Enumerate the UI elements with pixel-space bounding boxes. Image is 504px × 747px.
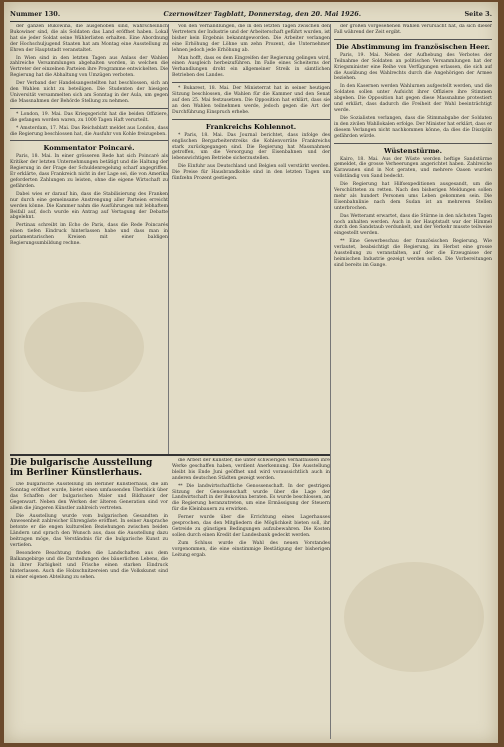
article-headline: Die bulgarische Ausstellung im Berliner Künstlerhaus. (10, 458, 153, 478)
section-rule (334, 143, 492, 144)
lower-column-2 (172, 458, 330, 738)
news-note: * Bukarest, 18. Mai. Der Ministerrat hat in seiner heutigen Sitzung beschlossen, die Wahlen für die Kammer und den Senat auf den 25. Mai festzusetzen. Die Opposition hat erklärt, dass sie an den Wahlen teilnehmen werde, jedoch gegen die Art der Durchführung Einspruch erhebe. (172, 86, 330, 115)
column-divider (168, 24, 169, 454)
lower-section (10, 458, 330, 738)
article-paragraph: die Arbeit der Künstler, die unter schwierigen Verhältnissen ihre Werke geschaffen haben, verdient Anerkennung. Die Ausstellung bleibt bis Ende Juni geöffnet und wird voraussichtlich auch in anderen deutschen Städten gezeigt werden. (172, 458, 330, 481)
article-paragraph: der ganzen Bukowina, die ausgehoben sind, wahrscheinlich Bukowiner sind, die als Soldaten das Land eröffnet haben. Lokal hat sie jeder Soldat seine Wählerlisten erhalten. Eine Abordnung der Hochschuljugend Staaten hat am Montag eine Ausstellung zu Ehren der Hauptstadt veranstaltet. (10, 24, 168, 53)
lower-column-1 (10, 482, 168, 738)
column-2 (172, 24, 330, 434)
section-heading: Wüstenstürme. (384, 146, 442, 155)
article-paragraph: Die Einfuhr aus Deutschland und Belgien soll verstärkt werden. Die Preise für Hausbrandkohle sind in den letzten Tagen um fünfzehn Prozent gestiegen. (172, 164, 330, 182)
article-paragraph: Pertinax schreibt im Echo de Paris, dass die Rede Poincarés einen tiefen Eindruck hinterlassen habe und dass man in parlamentarischen Kreisen mit einer baldigen Regierungsumbildung rechne. (10, 223, 168, 247)
article-paragraph: Die Regierung hat Hilfsexpeditionen ausgesandt, um die Verschütteten zu retten. Nach den bisherigen Meldungen sollen mehr als hundert Personen ums Leben gekommen sein. Die Eisenbahnlinie nach dem Sudan ist an mehreren Stellen unterbrochen. (334, 182, 492, 211)
section-rule (10, 108, 168, 109)
article-paragraph: Das Wetteramt erwartet, dass die Stürme in den nächsten Tagen noch anhalten werden. Auch in der Hauptstadt war der Himmel durch den Sandstaub verdunkelt, und der Verkehr musste teilweise eingestellt werden. (334, 213, 492, 237)
masthead (10, 8, 492, 20)
news-note: * Amsterdam, 17. Mai. Das Reichsblatt meldet aus London, dass die Regierung beschlossen hat, die Ausfuhr von Kohle freizugeben. (10, 125, 168, 137)
section-heading: Kommentator Poincaré. (43, 144, 135, 153)
news-note: * London, 19. Mai. Das Kriegsgericht hat die beiden Offiziere, die gefangen worden waren, zu 1000 Tagen Haft verurteilt. (10, 111, 168, 123)
paper-title-date: Czernowitzer Tagblatt, Donnerstag, den 20. Mai 1926. (163, 10, 362, 18)
article-paragraph: Die Ausstellung wurde vom bulgarischen Gesandten in Anwesenheit zahlreicher Ehrengäste eröffnet. In seiner Ansprache betonte er die engen kulturellen Beziehungen zwischen beiden Ländern und sprach den Wunsch aus, dass die Ausstellung dazu beitragen möge, das Verständnis für die bulgarische Kunst zu vertiefen. (10, 513, 168, 549)
article-paragraph: Dabei wies er darauf hin, dass die Stabilisierung des Franken nur durch eine gemeinsame Anstrengung aller Parteien erreicht werden könne. Die Kammer nahm die Ausführungen mit lebhaftem Beifall auf, doch wurde ein Antrag auf Vertagung der Debatte abgelehnt. (10, 191, 168, 221)
article-paragraph: ** Eine Gewerbeschau der französischen Regierung. Wie verlautet, beabsichtigt die Regierung, im Herbst eine grosse Ausstellung zu veranstalten, auf der die Erzeugnisse der heimischen Industrie gezeigt werden sollen. Die Vorbereitungen sind bereits im Gange. (334, 239, 492, 268)
section-rule (334, 39, 492, 40)
article-paragraph: ** Die landwirtschaftliche Genossenschaft. In der gestrigen Sitzung der Genossenschaft wurde über die Lage der Landwirtschaft in der Bukowina beraten. Es wurde beschlossen, an die Regierung heranzutreten, um eine Ermässigung der Steuern für die Kleinbauern zu erwirken. (172, 483, 330, 513)
article-paragraph: der großen vorgesehenen Wahlen verursacht hat, da sich dieser Fall während der Zeit ergibt. (334, 24, 492, 35)
masthead-rule (10, 21, 492, 22)
article-paragraph: Paris, 18. Mai. In einer grösseren Rede hat sich Poincaré als Kritiker der letzten Unternehmungen betätigt und die Haltung der Regierung in der Frage der Schuldenregelung scharf angegriffen. Er erklärte, dass Frankreich nicht in der Lage sei, die von Amerika geforderten Zahlungen zu leisten, ohne die eigene Wirtschaft zu gefährden. (10, 154, 168, 189)
page-number: Seite 3. (464, 10, 492, 18)
article-paragraph: Ferner wurde über die Errichtung eines Lagerhauses gesprochen, das den Mitgliedern die Möglichkeit bieten soll, ihr Getreide zu günstigen Bedingungen aufzubewahren. Die Kosten sollen durch einen Kredit der Landesbank gedeckt werden. (172, 515, 330, 538)
section-divider (10, 454, 330, 456)
article-paragraph: Man hofft, dass es dem Eingreifen der Regierung gelingen wird, einen Ausgleich herbeizuführen. Im Falle eines Scheiterns der Verhandlungen droht ein allgemeiner Streik in sämtlichen Betrieben des Landes. (172, 55, 330, 79)
section-heading: Frankreichs Kohlennot. (205, 122, 297, 131)
section-rule (10, 140, 168, 141)
article-paragraph: Der Verband der Handelsangestellten hat beschlossen, sich an den Wahlen nicht zu beteiligen. Die Studenten der hiesigen Universität versammelten sich am Sonntag in der Aula, um gegen die Massnahmen der Behörde Stellung zu nehmen. (10, 81, 168, 104)
article-paragraph: Zum Schluss wurde die Wahl des neuen Vorstandes vorgenommen, die eine einstimmige Bestätigung der bisherigen Leitung ergab. (172, 540, 330, 558)
article-paragraph: Kairo, 18. Mai. Aus der Wüste werden heftige Sandstürme gemeldet, die grosse Verheerungen angerichtet haben. Zahlreiche Karawanen sind in Not geraten, und mehrere Oasen wurden vollständig von Sand bedeckt. (334, 156, 492, 180)
section-rule (172, 119, 330, 120)
column-3 (334, 24, 492, 739)
section-heading: Die Abstimmung im französischen Heer. (336, 42, 490, 51)
column-divider (330, 24, 331, 739)
issue-number: Nummer 130. (10, 10, 61, 18)
article-paragraph: Paris, 19. Mai. Neben der Aufhebung des Verbotes der Teilnahme der Soldaten an politischen Versammlungen hat der Kriegsminister eine Reihe von Verfügungen erlassen, die sich auf die Ausübung des Wahlrechts durch die Angehörigen der Armee beziehen. (334, 52, 492, 82)
article-paragraph: In den Kasernen werden Wahlurnen aufgestellt werden, und die Soldaten sollen unter Aufsicht ihrer Offiziere ihre Stimmen abgeben. Die Opposition hat gegen diese Massnahme protestiert und erklärt, dass dadurch die Freiheit der Wahl beeinträchtigt werde. (334, 84, 492, 113)
column-1 (10, 24, 168, 454)
article-paragraph: Besondere Beachtung finden die Landschaften aus dem Balkangebirge und die Darstellungen des bäuerlichen Lebens, die in ihrer Farbigkeit und Frische einen starken Eindruck hinterlassen. Auch die Holzschnitzereien und die Volkskunst sind in einer eigenen Abteilung zu sehen. (10, 550, 168, 580)
newspaper-page (4, 2, 498, 743)
article-paragraph: * Paris, 18. Mai. Das Journal berichtet, dass infolge des englischen Bergarbeiterstreiks die Kohlenvorräte Frankreichs stark zurückgegangen sind. Die Regierung hat Massnahmen getroffen, um die Versorgung der Eisenbahnen und der lebenswichtigen Betriebe sicherzustellen. (172, 132, 330, 162)
article-paragraph: Von den Verhandlungen, die in den letzten Tagen zwischen den Vertretern der Industrie und der Arbeiterschaft geführt wurden, ist bisher kein Ergebnis bekanntgeworden. Die Arbeiter verlangen eine Erhöhung der Löhne um zehn Prozent, die Unternehmer lehnen jedoch jede Erhöhung ab. (172, 24, 330, 53)
section-rule (172, 82, 330, 83)
article-paragraph: Die bulgarische Ausstellung im Berliner Künstlerhaus, die am Sonntag eröffnet wurde, bietet einen umfassenden Überblick über das Schaffen der bulgarischen Maler und Bildhauer der Gegenwart. Neben den Werken der älteren Generation sind vor allem die jüngeren Künstler zahlreich vertreten. (10, 482, 168, 511)
article-paragraph: Die Sozialisten verlangen, dass die Stimmabgabe der Soldaten in den zivilen Wahllokalen erfolge. Der Minister hat erklärt, dass er diesem Verlangen nicht nachkommen könne, da dies die Disziplin gefährden würde. (334, 115, 492, 139)
article-paragraph: In Wien sind in den letzten Tagen aus Anlass der Wahlen zahlreiche Versammlungen abgehalten worden, in welchen die Vertreter der einzelnen Parteien ihre Programme entwickelten. Die Regierung hat die Abhaltung von Umzügen verboten. (10, 55, 168, 79)
